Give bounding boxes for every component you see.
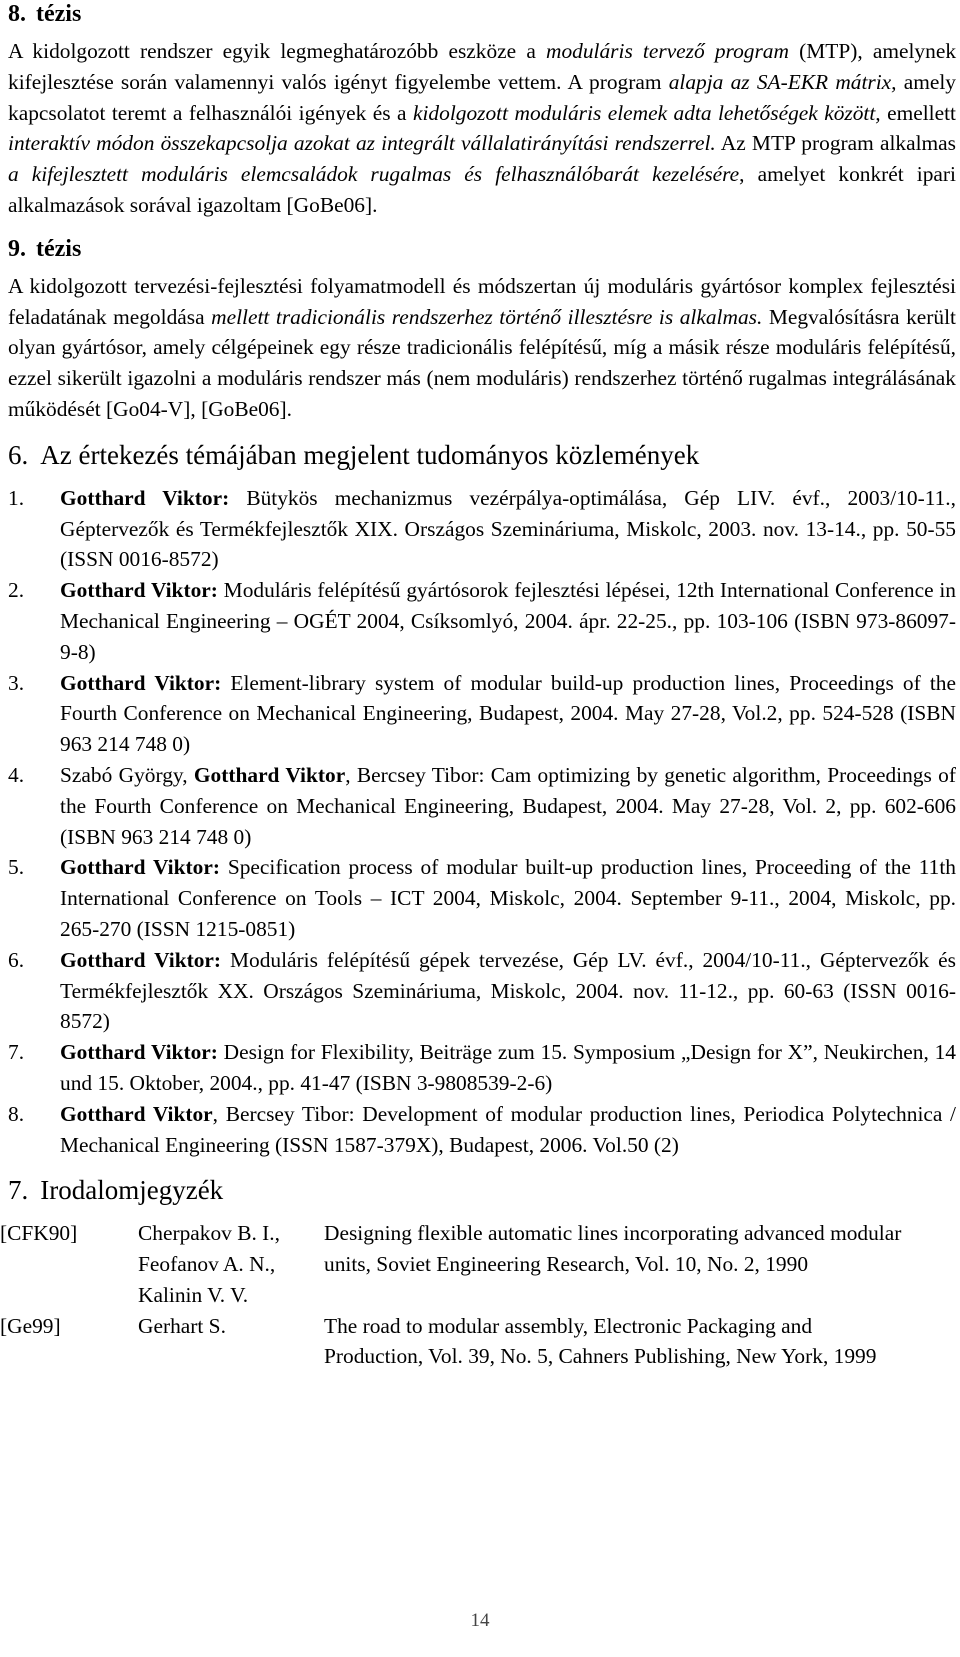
publications-heading [8, 439, 956, 471]
publication-number: 5. [8, 855, 25, 880]
publication-author: Gotthard Viktor: [60, 670, 222, 695]
publication-author: Gotthard Viktor: [60, 855, 220, 880]
publication-item [8, 852, 956, 944]
reference-key: [Ge99] [0, 1313, 61, 1338]
reference-author: Feofanov A. N., [138, 1252, 276, 1277]
thesis-9-title: tézis [36, 235, 82, 262]
publication-number: 2. [8, 578, 25, 603]
section-number: 6. [8, 439, 29, 470]
publication-number: 6. [8, 947, 25, 972]
publication-author: Gotthard Viktor: [60, 485, 230, 510]
thesis-9-heading [8, 235, 956, 263]
reference-text: The road to modular assembly, Electronic Packaging and Production, Vol. 39, No. 5, Cahners Publishing, New York, 1999 [324, 1313, 877, 1369]
publication-item [8, 668, 956, 760]
publication-details: , Bercsey Tibor: Development of modular production lines, Periodica Polytechnica / Mechanical Engineering (ISSN 1587-379X), Budapest, 2006. Vol.50 (2) [60, 1101, 956, 1157]
section-title: Irodalomjegyzék [40, 1175, 224, 1206]
reference-authors [138, 1311, 324, 1373]
publication-list [8, 483, 956, 1161]
publication-author: Gotthard Viktor: [60, 1040, 218, 1065]
publication-details: , Bercsey Tibor: Cam optimizing by genetic algorithm, Proceedings of the Fourth Conference on Mechanical Engineering, Budapest, 2004. May 27-28, Vol. 2, pp. 602-606 (ISBN 963 214 748 0) [60, 762, 956, 849]
publication-details: Specification process of modular built-up production lines, Proceeding of the 11th International Conference on Tools – ICT 2004, Miskolc, 2004. September 9-11., 2004, Miskolc, pp. 265-270 (ISSN 1215-0851) [60, 855, 956, 941]
publication-number: 7. [8, 1040, 25, 1065]
publication-author: Gotthard Viktor: [60, 578, 218, 603]
reference-author: Kalinin V. V. [138, 1282, 249, 1307]
publication-details: Element-library system of modular build-up production lines, Proceedings of the Fourth Conference on Mechanical Engineering, Budapest, 2004. May 27-28, Vol.2, pp. 524-528 (ISBN 963 214 748 0) [60, 670, 957, 757]
text-run-italic: a kifejlesztett moduláris elemcsaládok rugalmas és felhasználóbarát kezelésére [8, 162, 740, 187]
text-run: (MTP), amelynek kifejlesztése során valamennyi valós igényt figyelembe vettem. A program [8, 39, 957, 94]
text-run: emellett [880, 100, 956, 125]
publication-details: Bütykös mechanizmus vezérpálya-optimálása, Gép LIV. évf., 2003/10-11., Géptervezők és Termékfejlesztők XIX. Országos Szemináriuma, Miskolc, 2003. nov. 13-14., pp. 50-55 (ISSN 0016-8572) [60, 485, 956, 572]
text-run: A kidolgozott rendszer egyik legmeghatározóbb eszköze a [8, 39, 546, 63]
publication-number: 4. [8, 762, 25, 787]
publication-prefix: Szabó György, [60, 762, 194, 787]
section-number: 7. [8, 1175, 29, 1206]
text-run: Az MTP program alkalmas [715, 131, 956, 156]
page-number: 14 [470, 1610, 490, 1631]
text-run-italic: kidolgozott moduláris elemek adta lehetőségek között, [413, 100, 881, 125]
publication-number: 1. [8, 485, 25, 510]
text-run-italic: interaktív módon összekapcsolja azokat az integrált vállalatirányítási rendszerrel. [8, 131, 716, 156]
thesis-8-title: tézis [36, 1, 82, 27]
publication-item [8, 760, 956, 852]
section-title: Az értekezés témájában megjelent tudományos közlemények [40, 439, 700, 470]
thesis-8-paragraph [8, 36, 956, 221]
publication-item [8, 1037, 956, 1099]
publication-number: 3. [8, 670, 25, 695]
thesis-9-number: 9. [8, 235, 26, 262]
thesis-9-paragraph [8, 271, 956, 425]
text-run: amely kapcsolatot teremt a felhasználói igények és a [8, 69, 956, 125]
publication-author: Gotthard Viktor [60, 1101, 213, 1126]
publication-details: Moduláris felépítésű gépek tervezése, Gép LV. évf., 2004/10-11., Géptervezők és Termékfejlesztők XX. Országos Szemináriuma, Miskolc, 2004. nov. 11-12., pp. 60-63 (ISSN 0016-8572) [60, 947, 956, 1034]
reference-item [0, 1311, 956, 1373]
publication-item [8, 575, 956, 667]
reference-authors [138, 1218, 324, 1310]
reference-key: [CFK90] [0, 1221, 78, 1246]
text-run: Megvalósításra került olyan gyártósor, amely célgépeinek egy része tradicionális felépítésű, míg a másik része moduláris felépítésű, ezzel sikerült igazolni a moduláris rendszer más (nem moduláris) rendszerhez történő rugalmas integrálásának működését [Go04-V], [GoBe06]. [8, 304, 956, 421]
text-run: , amelyet konkrét ipari alkalmazások sorával igazoltam [GoBe06]. [8, 162, 956, 217]
thesis-8-heading [8, 0, 956, 28]
text-run: A kidolgozott tervezési-fejlesztési folyamatmodell és módszertan új moduláris gyártósor komplex fejlesztési feladatának megoldása [8, 273, 956, 329]
thesis-8-number: 8. [8, 1, 26, 27]
reference-text: Designing flexible automatic lines incorporating advanced modular units, Soviet Engineering Research, Vol. 10, No. 2, 1990 [324, 1221, 902, 1277]
text-run-italic: moduláris tervező program [546, 39, 789, 63]
publication-number: 8. [8, 1101, 25, 1126]
publication-details: Moduláris felépítésű gyártósorok fejlesztési lépései, 12th International Conference in Mechanical Engineering – OGÉT 2004, Csíksomlyó, 2004. ápr. 22-25., pp. 103-106 (ISBN 973-86097-9-8) [60, 578, 956, 664]
reference-item [0, 1218, 956, 1310]
bibliography-heading [8, 1174, 956, 1206]
publication-item [8, 1099, 956, 1161]
reference-list [0, 1218, 956, 1372]
reference-author: Cherpakov B. I., [138, 1221, 280, 1246]
publication-item [8, 483, 956, 575]
publication-item [8, 945, 956, 1037]
publication-author: Gotthard Viktor: [60, 947, 222, 972]
publication-details: Design for Flexibility, Beiträge zum 15. Symposium „Design for X”, Neukirchen, 14 und 15. Oktober, 2004., pp. 41-47 (ISBN 3-9808539-2-6) [60, 1040, 957, 1095]
publication-author: Gotthard Viktor [193, 762, 346, 787]
text-run-italic: alapja az SA-EKR mátrix, [668, 69, 897, 94]
reference-author: Gerhart S. [138, 1313, 226, 1338]
text-run-italic: mellett tradicionális rendszerhez történő illesztésre is alkalmas. [211, 304, 763, 329]
